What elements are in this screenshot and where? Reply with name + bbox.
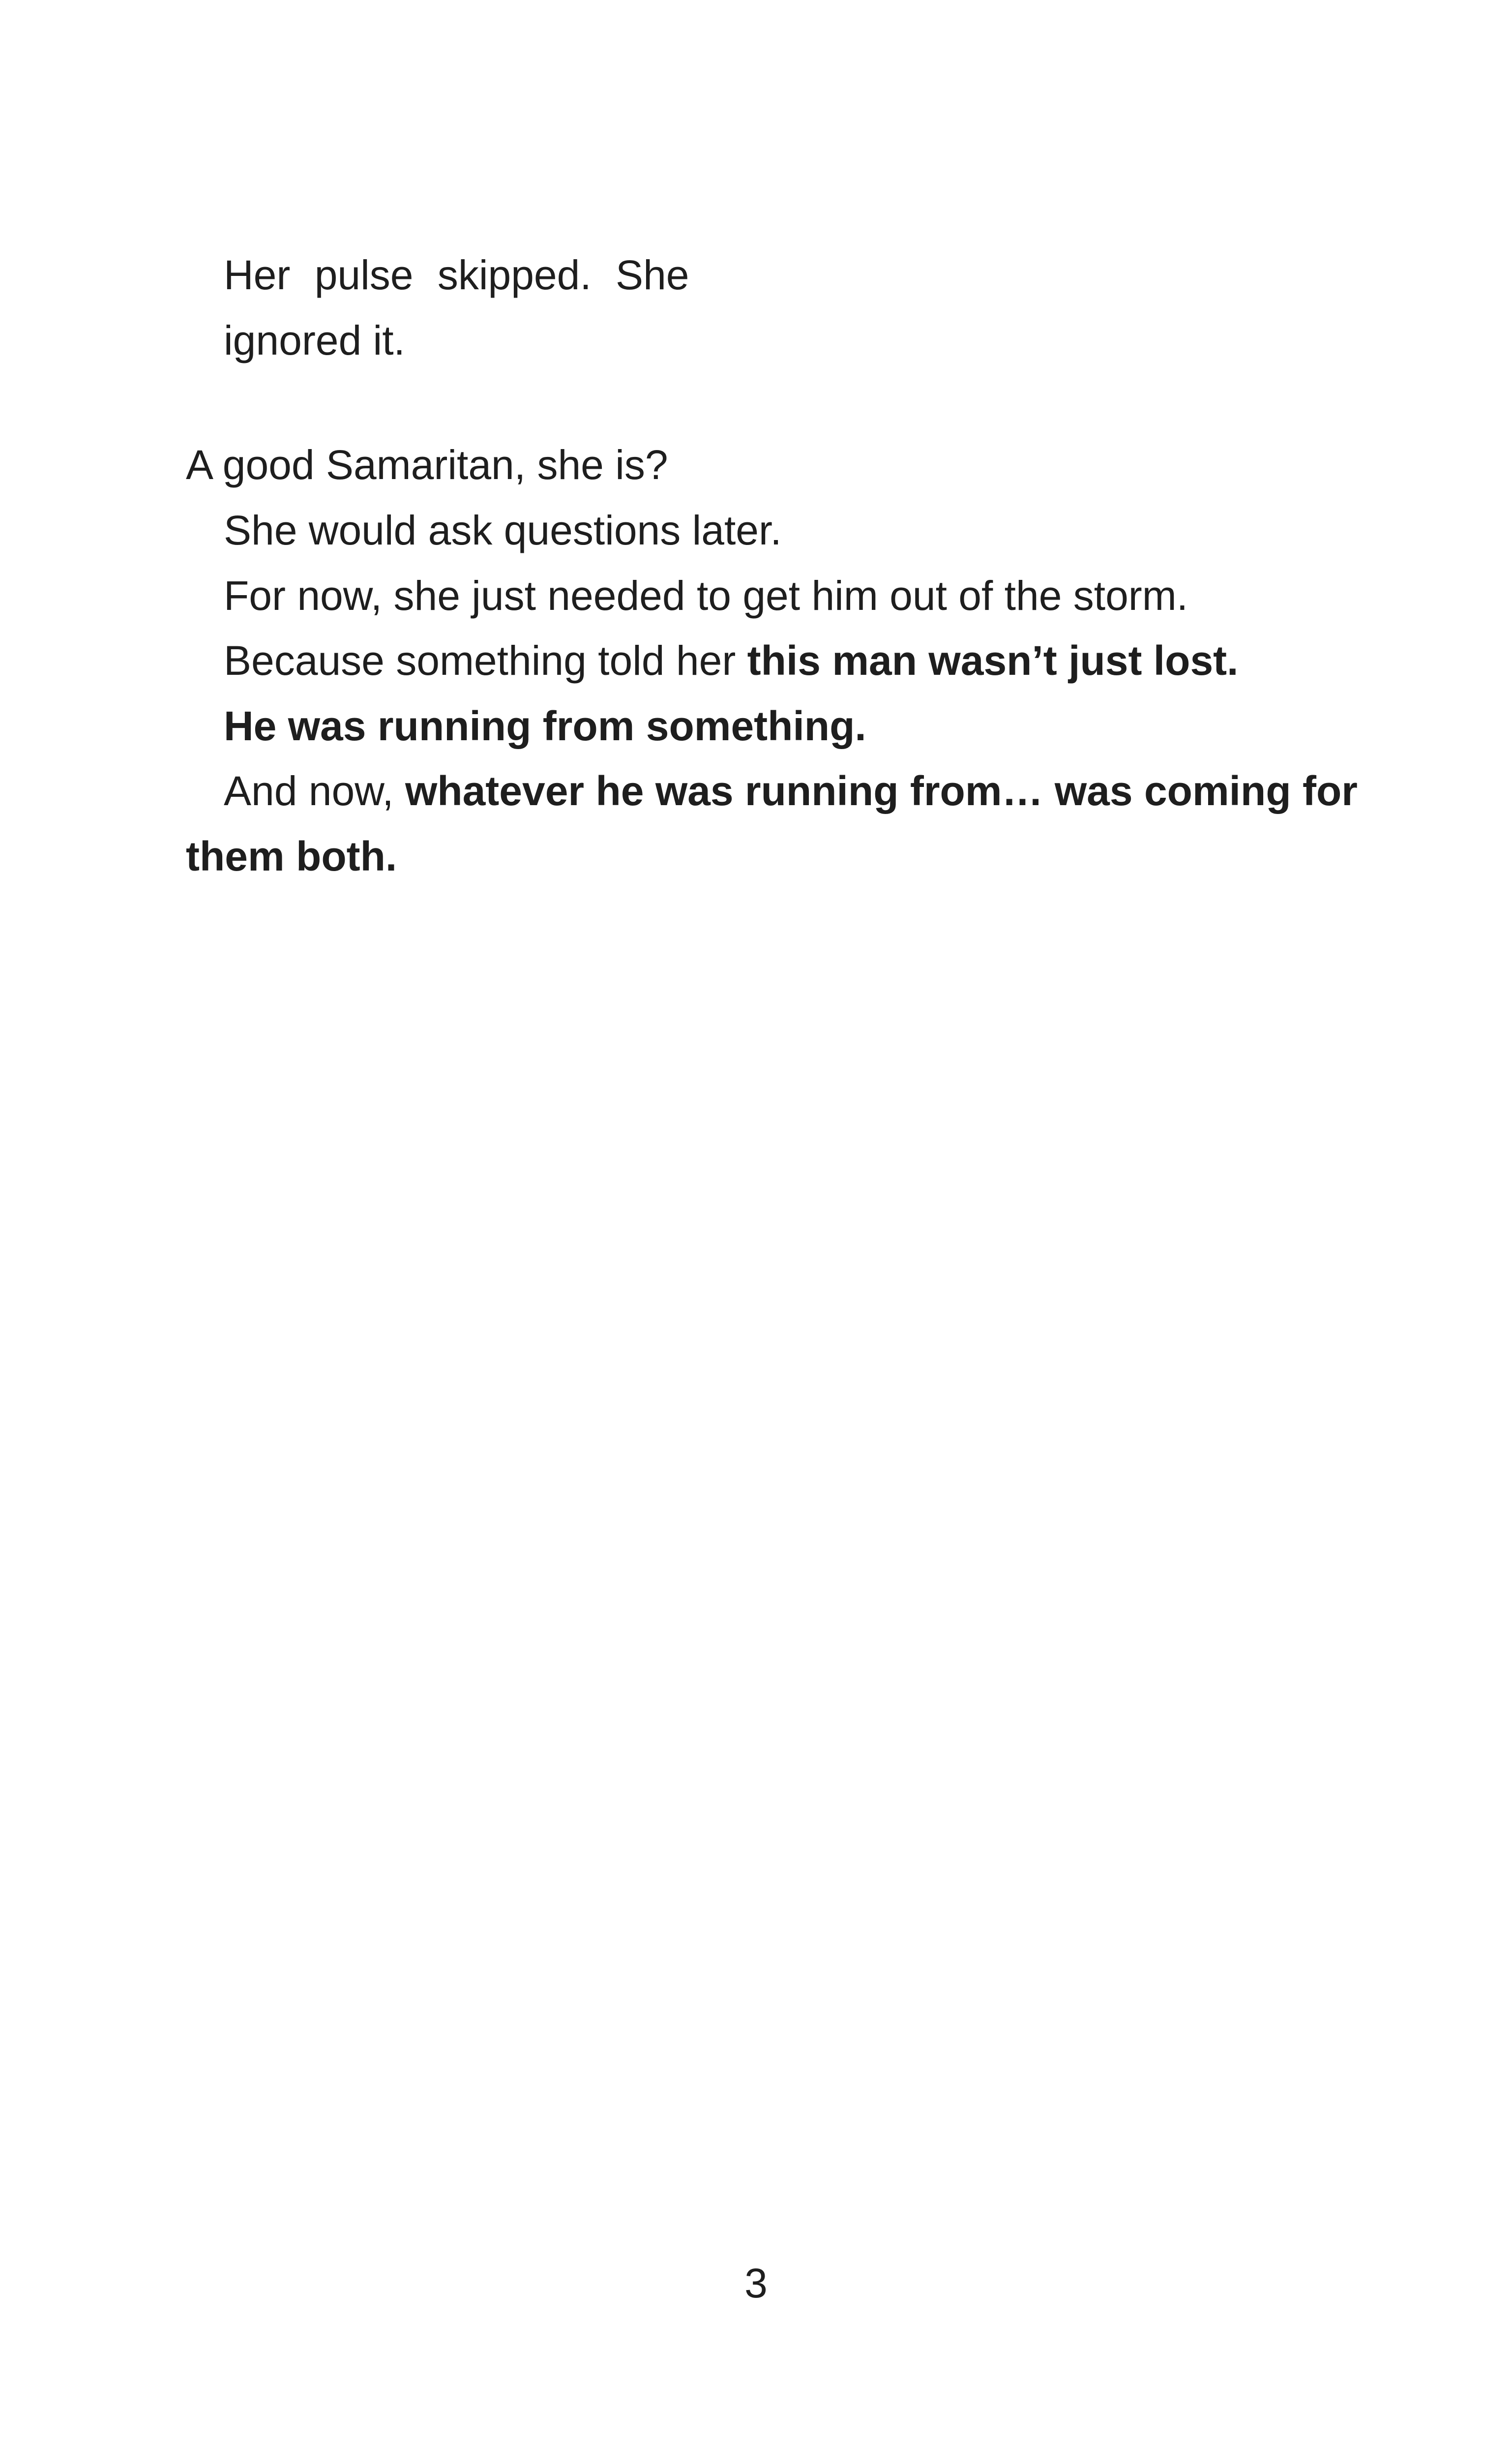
paragraph-line: For now, she just needed to get him out of the storm. [224, 573, 1188, 619]
paragraph-line [224, 770, 1358, 812]
bold-text: them both. [186, 833, 397, 879]
regular-text: Because something told her [224, 637, 747, 684]
paragraph-line: ignored it. [224, 317, 405, 363]
page-number: 3 [744, 2260, 768, 2306]
paragraph-line: A good Samaritan, she is? [186, 442, 668, 488]
bold-text: whatever he was running from… was coming for [405, 768, 1358, 814]
paragraph-line [224, 705, 866, 747]
paragraph-line [186, 833, 397, 879]
paragraph-line [224, 637, 1239, 684]
bold-text: this man wasn’t just lost. [747, 637, 1239, 684]
bold-text: He was running from something. [224, 703, 866, 749]
regular-text: And now, [224, 768, 405, 814]
paragraph-line: She would ask questions later. [224, 507, 782, 553]
paragraph-line: Her pulse skipped. She [224, 252, 689, 298]
